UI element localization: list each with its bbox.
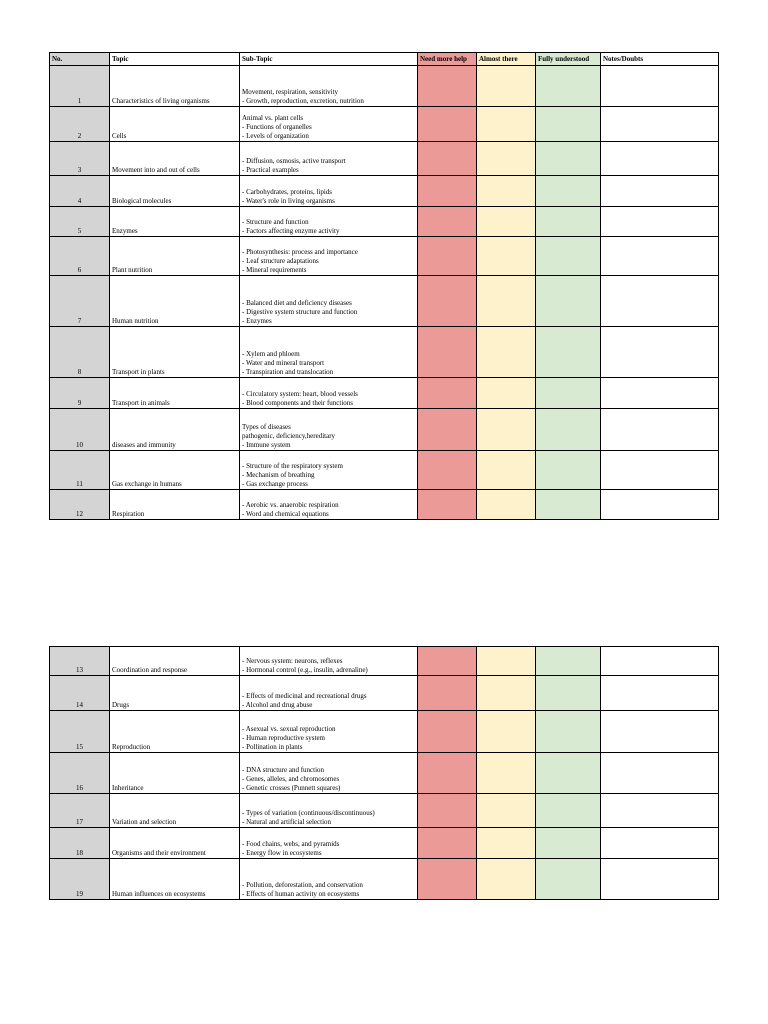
need-more-help-cell[interactable] [418, 711, 477, 753]
table-row [50, 176, 719, 207]
row-number: 15 [50, 711, 110, 753]
almost-there-cell[interactable] [477, 142, 536, 176]
fully-understood-cell[interactable] [536, 490, 601, 520]
subtopic-line: - Food chains, webs, and pyramids [242, 840, 340, 848]
almost-there-cell[interactable] [477, 66, 536, 107]
subtopic-line: pathogenic, deficiency,hereditary [242, 432, 336, 440]
subtopic-line: - Leaf structure adaptations [242, 257, 319, 265]
row-topic: Variation and selection [110, 794, 240, 828]
subtopic-line: - Word and chemical equations [242, 510, 329, 518]
subtopic-line: - Nervous system: neurons, reflexes [242, 657, 343, 665]
row-number: 4 [50, 176, 110, 207]
subtopic-line: - Diffusion, osmosis, active transport [242, 157, 346, 165]
row-subtopic [240, 176, 418, 207]
notes-cell[interactable] [601, 107, 719, 142]
fully-understood-cell[interactable] [536, 676, 601, 711]
need-more-help-cell[interactable] [418, 107, 477, 142]
fully-understood-cell[interactable] [536, 276, 601, 327]
need-more-help-cell[interactable] [418, 451, 477, 490]
subtopic-line: - Natural and artificial selection [242, 818, 332, 826]
almost-there-cell[interactable] [477, 327, 536, 378]
subtopic-line: - Hormonal control (e.g., insulin, adrenaline) [242, 666, 368, 674]
need-more-help-cell[interactable] [418, 859, 477, 900]
subtopic-line: - Water's role in living organisms [242, 197, 335, 205]
topics-table-part-1 [49, 52, 719, 520]
need-more-help-cell[interactable] [418, 207, 477, 237]
table-row [50, 451, 719, 490]
subtopic-line: - Transpiration and translocation [242, 368, 334, 376]
notes-cell[interactable] [601, 859, 719, 900]
need-more-help-cell[interactable] [418, 753, 477, 794]
fully-understood-cell[interactable] [536, 451, 601, 490]
row-topic: Drugs [110, 676, 240, 711]
almost-there-cell[interactable] [477, 276, 536, 327]
table-row [50, 711, 719, 753]
row-topic: Coordination and response [110, 647, 240, 676]
row-number: 2 [50, 107, 110, 142]
need-more-help-cell[interactable] [418, 409, 477, 451]
need-more-help-cell[interactable] [418, 327, 477, 378]
row-number: 3 [50, 142, 110, 176]
almost-there-cell[interactable] [477, 828, 536, 859]
row-subtopic [240, 409, 418, 451]
subtopic-line: - Structure and function [242, 218, 309, 226]
row-number: 14 [50, 676, 110, 711]
row-topic: Characteristics of living organisms [110, 66, 240, 107]
almost-there-cell[interactable] [477, 794, 536, 828]
subtopic-line: - Genetic crosses (Punnett squares) [242, 784, 341, 792]
row-topic: Inheritance [110, 753, 240, 794]
row-subtopic [240, 859, 418, 900]
almost-there-cell[interactable] [477, 451, 536, 490]
row-number: 10 [50, 409, 110, 451]
subtopic-line: - Effects of medicinal and recreational drugs [242, 692, 367, 700]
notes-cell[interactable] [601, 711, 719, 753]
row-subtopic [240, 647, 418, 676]
notes-cell[interactable] [601, 176, 719, 207]
fully-understood-cell[interactable] [536, 207, 601, 237]
row-subtopic [240, 676, 418, 711]
row-number: 8 [50, 327, 110, 378]
fully-understood-cell[interactable] [536, 711, 601, 753]
subtopic-line: - Levels of organization [242, 132, 309, 140]
row-subtopic [240, 276, 418, 327]
row-subtopic [240, 490, 418, 520]
row-number: 17 [50, 794, 110, 828]
row-number: 12 [50, 490, 110, 520]
table-row [50, 753, 719, 794]
table-row [50, 378, 719, 409]
row-topic: Biological molecules [110, 176, 240, 207]
fully-understood-cell[interactable] [536, 409, 601, 451]
notes-cell[interactable] [601, 276, 719, 327]
notes-cell[interactable] [601, 237, 719, 276]
need-more-help-cell[interactable] [418, 794, 477, 828]
subtopic-line: - DNA structure and function [242, 766, 325, 774]
almost-there-cell[interactable] [477, 378, 536, 409]
table-row [50, 107, 719, 142]
table-row [50, 794, 719, 828]
fully-understood-cell[interactable] [536, 859, 601, 900]
table-row [50, 828, 719, 859]
notes-cell[interactable] [601, 753, 719, 794]
fully-understood-cell[interactable] [536, 647, 601, 676]
subtopic-line: - Aerobic vs. anaerobic respiration [242, 501, 339, 509]
fully-understood-cell[interactable] [536, 142, 601, 176]
table-row [50, 142, 719, 176]
row-subtopic [240, 711, 418, 753]
header-row [50, 53, 719, 66]
fully-understood-cell[interactable] [536, 237, 601, 276]
header-almost-there: Almost there [477, 53, 536, 66]
notes-cell[interactable] [601, 378, 719, 409]
need-more-help-cell[interactable] [418, 828, 477, 859]
table-row [50, 207, 719, 237]
row-number: 16 [50, 753, 110, 794]
almost-there-cell[interactable] [477, 753, 536, 794]
subtopic-line: - Photosynthesis: process and importance [242, 248, 358, 256]
header-fully-understood: Fully understood [536, 53, 601, 66]
need-more-help-cell[interactable] [418, 490, 477, 520]
row-topic: Respiration [110, 490, 240, 520]
need-more-help-cell[interactable] [418, 378, 477, 409]
fully-understood-cell[interactable] [536, 828, 601, 859]
row-topic: Enzymes [110, 207, 240, 237]
row-subtopic [240, 828, 418, 859]
table-row [50, 490, 719, 520]
need-more-help-cell[interactable] [418, 276, 477, 327]
subtopic-line: - Mineral requirements [242, 266, 307, 274]
notes-cell[interactable] [601, 409, 719, 451]
row-subtopic [240, 451, 418, 490]
table-row [50, 327, 719, 378]
almost-there-cell[interactable] [477, 676, 536, 711]
almost-there-cell[interactable] [477, 207, 536, 237]
need-more-help-cell[interactable] [418, 647, 477, 676]
subtopic-line: - Carbohydrates, proteins, lipids [242, 188, 333, 196]
subtopic-line: Movement, respiration, sensitivity [242, 88, 339, 96]
subtopic-line: - Alcohol and drug abuse [242, 701, 313, 709]
header-need-more-help: Need more help [418, 53, 477, 66]
subtopic-line: - Energy flow in ecosystems [242, 849, 322, 857]
subtopic-line: - Factors affecting enzyme activity [242, 227, 340, 235]
subtopic-line: - Growth, reproduction, excretion, nutrition [242, 97, 364, 105]
fully-understood-cell[interactable] [536, 176, 601, 207]
subtopic-line: - Practical examples [242, 166, 299, 174]
notes-cell[interactable] [601, 451, 719, 490]
table-row [50, 409, 719, 451]
table-row [50, 647, 719, 676]
header-topic: Topic [110, 53, 240, 66]
row-topic: Reproduction [110, 711, 240, 753]
almost-there-cell[interactable] [477, 859, 536, 900]
subtopic-line: - Balanced diet and deficiency diseases [242, 299, 352, 307]
row-number: 18 [50, 828, 110, 859]
row-number: 19 [50, 859, 110, 900]
notes-cell[interactable] [601, 647, 719, 676]
fully-understood-cell[interactable] [536, 327, 601, 378]
notes-cell[interactable] [601, 676, 719, 711]
row-subtopic [240, 378, 418, 409]
subtopic-line: - Enzymes [242, 317, 272, 325]
subtopic-line: - Digestive system structure and function [242, 308, 358, 316]
need-more-help-cell[interactable] [418, 676, 477, 711]
row-subtopic [240, 237, 418, 276]
subtopic-line: - Human reproductive system [242, 734, 326, 742]
subtopic-line: - Structure of the respiratory system [242, 462, 343, 470]
subtopic-line: Types of diseases [242, 423, 291, 431]
almost-there-cell[interactable] [477, 490, 536, 520]
row-number: 9 [50, 378, 110, 409]
subtopic-line: - Xylem and phloem [242, 350, 300, 358]
need-more-help-cell[interactable] [418, 142, 477, 176]
notes-cell[interactable] [601, 327, 719, 378]
fully-understood-cell[interactable] [536, 107, 601, 142]
subtopic-line: - Pollination in plants [242, 743, 303, 751]
notes-cell[interactable] [601, 490, 719, 520]
row-topic: Human influences on ecosystems [110, 859, 240, 900]
header-no: No. [50, 53, 110, 66]
table-row [50, 66, 719, 107]
header-notes: Notes/Doubts [601, 53, 719, 66]
notes-cell[interactable] [601, 142, 719, 176]
subtopic-line: - Gas exchange process [242, 480, 308, 488]
almost-there-cell[interactable] [477, 237, 536, 276]
row-subtopic [240, 327, 418, 378]
row-number: 6 [50, 237, 110, 276]
notes-cell[interactable] [601, 207, 719, 237]
header-subtopic: Sub-Topic [240, 53, 418, 66]
subtopic-line: - Asexual vs. sexual reproduction [242, 725, 336, 733]
table-row [50, 237, 719, 276]
almost-there-cell[interactable] [477, 176, 536, 207]
notes-cell[interactable] [601, 828, 719, 859]
subtopic-line: - Pollution, deforestation, and conservation [242, 881, 363, 889]
table-row [50, 676, 719, 711]
row-subtopic [240, 107, 418, 142]
subtopic-line: - Mechanism of breathing [242, 471, 315, 479]
row-topic: Gas exchange in humans [110, 451, 240, 490]
row-number: 1 [50, 66, 110, 107]
row-topic: Movement into and out of cells [110, 142, 240, 176]
subtopic-line: - Water and mineral transport [242, 359, 325, 367]
subtopic-line: - Functions of organelles [242, 123, 312, 131]
almost-there-cell[interactable] [477, 409, 536, 451]
row-topic: Human nutrition [110, 276, 240, 327]
table-row [50, 276, 719, 327]
row-subtopic [240, 207, 418, 237]
subtopic-line: - Blood components and their functions [242, 399, 354, 407]
almost-there-cell[interactable] [477, 711, 536, 753]
subtopic-line: - Effects of human activity on ecosystems [242, 890, 360, 898]
row-topic: diseases and immunity [110, 409, 240, 451]
row-subtopic [240, 753, 418, 794]
need-more-help-cell[interactable] [418, 66, 477, 107]
row-topic: Plant nutrition [110, 237, 240, 276]
row-subtopic [240, 794, 418, 828]
fully-understood-cell[interactable] [536, 66, 601, 107]
row-number: 5 [50, 207, 110, 237]
row-topic: Cells [110, 107, 240, 142]
subtopic-line: Animal vs. plant cells [242, 114, 304, 122]
subtopic-line: - Circulatory system: heart, blood vessels [242, 390, 358, 398]
subtopic-line: - Genes, alleles, and chromosomes [242, 775, 340, 783]
row-subtopic [240, 142, 418, 176]
row-subtopic [240, 66, 418, 107]
fully-understood-cell[interactable] [536, 753, 601, 794]
topics-table-part-2 [49, 646, 719, 900]
row-topic: Transport in plants [110, 327, 240, 378]
fully-understood-cell[interactable] [536, 378, 601, 409]
row-topic: Transport in animals [110, 378, 240, 409]
need-more-help-cell[interactable] [418, 237, 477, 276]
need-more-help-cell[interactable] [418, 176, 477, 207]
fully-understood-cell[interactable] [536, 794, 601, 828]
notes-cell[interactable] [601, 794, 719, 828]
table-row [50, 859, 719, 900]
almost-there-cell[interactable] [477, 107, 536, 142]
subtopic-line: - Types of variation (continuous/discontinuous) [242, 809, 375, 817]
subtopic-line: - Immune system [242, 441, 291, 449]
notes-cell[interactable] [601, 66, 719, 107]
row-number: 7 [50, 276, 110, 327]
row-topic: Organisms and their environment [110, 828, 240, 859]
row-number: 11 [50, 451, 110, 490]
almost-there-cell[interactable] [477, 647, 536, 676]
row-number: 13 [50, 647, 110, 676]
